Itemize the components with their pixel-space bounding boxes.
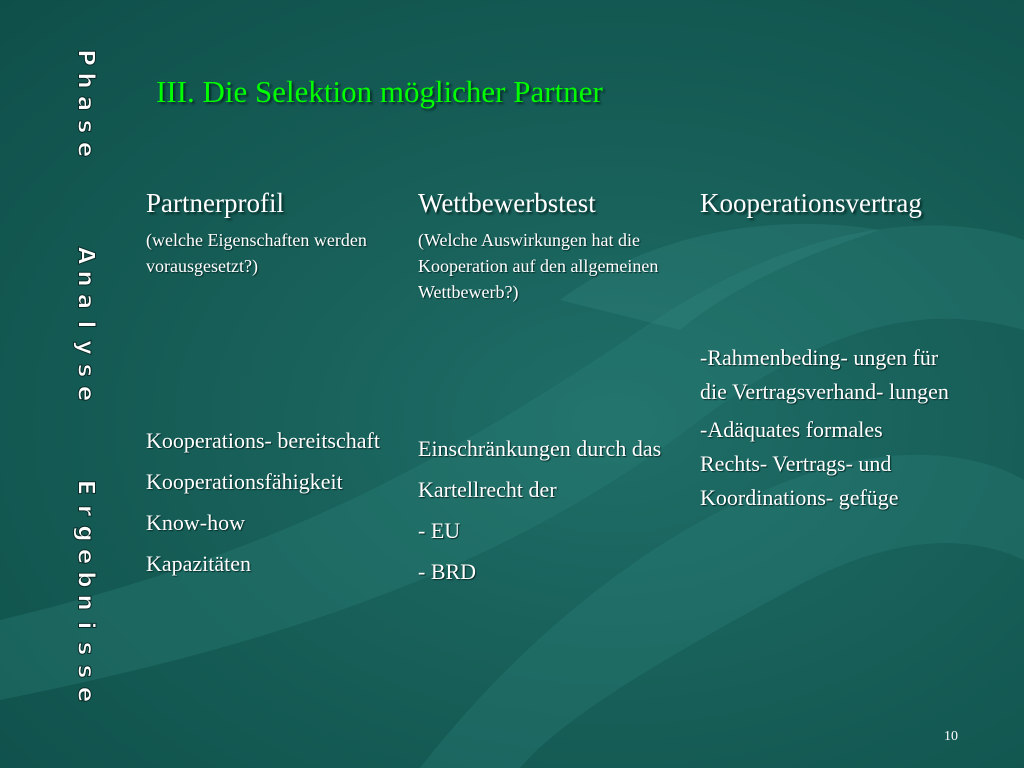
slide-title: III. Die Selektion möglicher Partner xyxy=(156,74,603,109)
list-item: Kartellrecht der xyxy=(418,477,557,502)
column-heading: Wettbewerbstest xyxy=(418,188,596,218)
column-subtitle: (welche Eigenschaften werden vorausgesetzt?) xyxy=(146,230,367,276)
side-label-phase: P h a s e xyxy=(72,49,99,158)
list-item: -Adäquates formales Rechts- Vertrags- und Koordinations- gefüge xyxy=(700,417,899,510)
list-wettbewerbstest xyxy=(418,432,688,596)
column-kooperationsvertrag xyxy=(700,188,1000,219)
list-item: Kooperationsfähigkeit xyxy=(146,469,343,494)
list-item: Know-how xyxy=(146,510,245,535)
list-item: - EU xyxy=(418,518,461,543)
column-wettbewerbstest xyxy=(418,188,688,305)
list-item: -Rahmenbeding- ungen für die Vertragsverhand- lungen xyxy=(700,345,949,404)
side-label-ergebnisse: E r g e b n i s s e xyxy=(72,479,99,703)
list-item: - BRD xyxy=(418,559,477,584)
list-partnerprofil xyxy=(146,424,406,588)
list-kooperationsvertrag xyxy=(700,341,950,519)
page-number: 10 xyxy=(944,729,958,744)
column-partnerprofil xyxy=(146,188,406,279)
list-item: Kooperations- bereitschaft xyxy=(146,428,380,453)
column-subtitle: (Welche Auswirkungen hat die Kooperation auf den allgemeinen Wettbewerb?) xyxy=(418,230,659,302)
column-heading: Partnerprofil xyxy=(146,188,284,218)
list-item: Einschränkungen durch das xyxy=(418,436,662,461)
side-label-analyse: A n a l y s e xyxy=(72,246,99,402)
list-item: Kapazitäten xyxy=(146,551,252,576)
column-heading: Kooperationsvertrag xyxy=(700,188,922,218)
